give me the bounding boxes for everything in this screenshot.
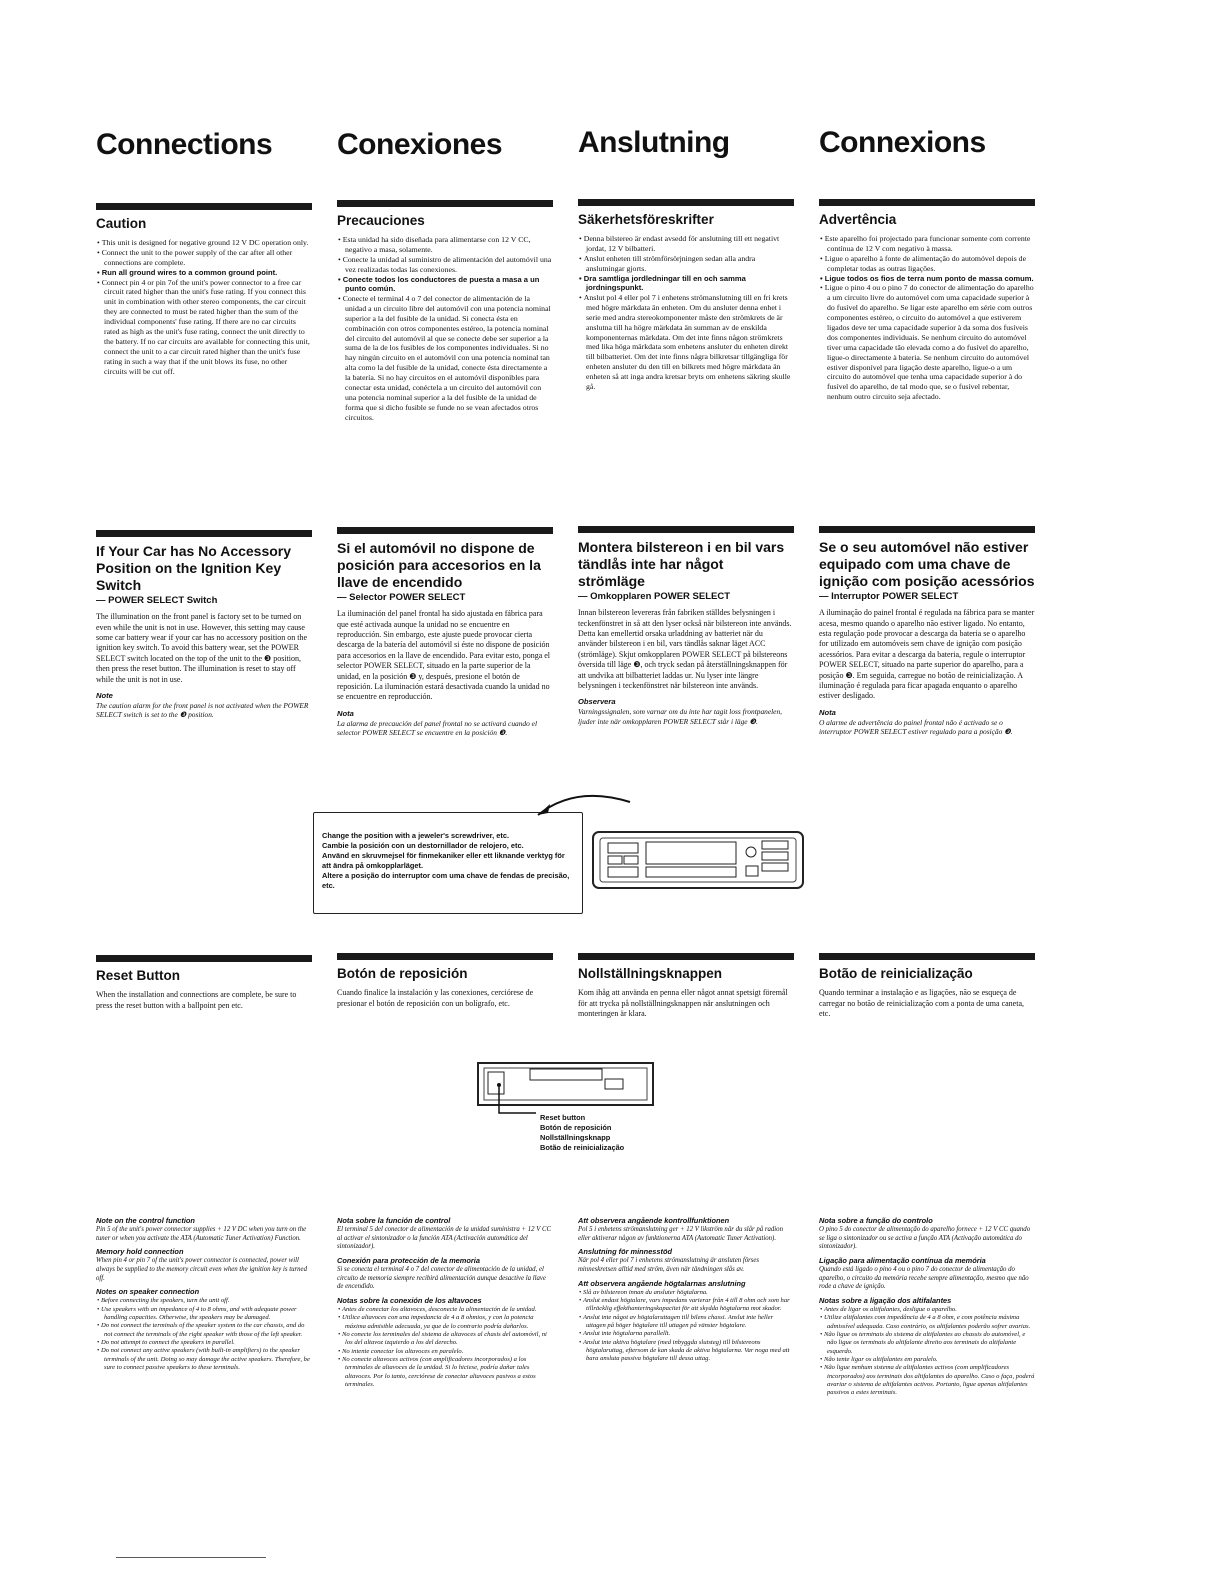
list-item: • Denna bilstereo är endast avsedd för anslutning till ett negativt jordat, 12 V bilbatteri. — [586, 234, 794, 254]
section-rule — [578, 526, 794, 533]
page-title-pt: Connexions — [819, 126, 986, 159]
list-item: • Anslut inte högtalarna parallellt. — [586, 1330, 794, 1338]
caution-section-es — [337, 200, 553, 423]
note-heading: Nota — [819, 707, 836, 717]
arrow-curve — [538, 796, 630, 815]
note-heading: Note — [96, 690, 113, 700]
section-rule — [96, 955, 312, 962]
footnote-heading: Notas sobre a ligação dos altifalantes — [819, 1296, 952, 1306]
reset-section-pt — [819, 953, 1035, 1023]
list-item: • Utilize altifalantes com impedância de 4 a 8 ohm, e com potência máxima admissível adequada. Caso contrário, os altifalantes poderão sofrer avarias. — [827, 1314, 1035, 1331]
footnote-text: Pol 5 i enhetens strömanslutning ger + 12 V likström när du slår på radion eller aktiverar någon av funktionerna ATA (Automatic Tuner Activation). — [578, 1226, 783, 1242]
list-item: • Não tente ligar os altifalantes em paralelo. — [827, 1356, 1035, 1364]
caution-section-pt — [819, 199, 1035, 402]
callout-text-sv: Använd en skruvmejsel för finmekaniker eller ett liknande verktyg för att ändra på omkopplarläget. — [322, 850, 565, 870]
list-item: • Utilice altavoces con una impedancia de 4 a 8 ohmios, y con la potencia máxima admisible adecuada, ya que de lo contrario podría dañarlos. — [345, 1314, 553, 1331]
list-item: • Conecte el terminal 4 o 7 del conector de alimentación de la unidad a un circuito libre del automóvil con una potencia nominal superior a la del fusible de la unidad. Si conecta ésta en combinación con otros componentes estéreo, la potencia nominal del circuito del automóvil al que se conecte debe ser superior a la suma de la de los fusibles de los componentes individuales. Si no hay ningún circuito en el automóvil con una potencia nominal tan alta como la del fusible de la unidad, conecte ésta directamente a la batería. Si no hay circuitos en el automóvil disponibles para conectar esta unidad, conéctela a un circuito del automóvil con una potencia nominal superior a la del fusible de la unidad de forma que si dicho fusible se funde no se vean afectados otros circuitos. — [345, 294, 553, 423]
list-item: • This unit is designed for negative ground 12 V DC operation only. — [104, 238, 312, 248]
footnote-heading: Notas sobre la conexión de los altavoces — [337, 1296, 482, 1306]
section-heading: Botão de reinicialização — [819, 966, 973, 981]
list-item: • Run all ground wires to a common ground point. — [104, 268, 312, 278]
section-body: Quando terminar a instalação e as ligações, não se esqueça de carregar no botão de reinicialização com a ponta de uma caneta, etc. — [819, 988, 1024, 1018]
footnote-heading: Nota sobre a função do controlo — [819, 1216, 933, 1225]
footnote-heading: Ligação para alimentação contínua da memória — [819, 1256, 986, 1266]
footnote-list — [819, 1306, 1035, 1397]
section-heading: Reset Button — [96, 968, 180, 983]
accessory-section-es — [337, 527, 553, 738]
footnote-text: When pin 4 or pin 7 of the unit's power connector is connected, power will always be supplied to the memory circuit even when the ignition key is turned off. — [96, 1257, 307, 1282]
caution-list — [578, 234, 794, 392]
section-heading: Nollställningsknappen — [578, 966, 723, 981]
list-item: • No conecte altavoces activos (con amplificadores incorporados) a los terminales de altavoces de la unidad. Si lo hiciese, podría dañar tales altavoces. Por lo tanto, cerciórese de conectar altavoces pasivos a estos terminales. — [345, 1356, 553, 1389]
section-rule — [96, 203, 312, 210]
note-text: The caution alarm for the front panel is not activated when the POWER SELECT switch is set to the ❸ position. — [96, 700, 309, 720]
caution-section-sv — [578, 199, 794, 392]
car-stereo-faceplate — [593, 832, 803, 888]
section-subheading: — Selector POWER SELECT — [337, 592, 466, 604]
list-item: • Do not attempt to connect the speakers in parallel. — [104, 1339, 312, 1347]
reset-button-hole — [497, 1083, 501, 1087]
footnote-list — [337, 1306, 553, 1389]
section-heading: If Your Car has No Accessory Position on the Ignition Key Switch — [96, 543, 292, 594]
note-heading: Observera — [578, 697, 616, 707]
reset-section-en — [96, 955, 312, 1015]
list-item: • Do not connect any active speakers (with built-in amplifiers) to the speaker terminals of the unit. Doing so may damage the active speakers. Therefore, be sure to connect passive speakers to these terminals. — [104, 1347, 312, 1372]
footnote-text: Si se conecta el terminal 4 o 7 del conector de alimentación de la unidad, el circuito de memoria siempre recibirá alimentación aunque desactive la llave de encendido. — [337, 1266, 546, 1291]
callout-text-es: Cambie la posición con un destornillador de relojero, etc. — [322, 840, 524, 850]
section-heading: Advertência — [819, 212, 897, 227]
footnote-text: Quando está ligado o pino 4 ou o pino 7 do conector de alimentação do aparelho, o circuito da memória recebe sempre alimentação, mesmo que não rode a chave de ignição. — [819, 1266, 1029, 1291]
section-subheading: — Interruptor POWER SELECT — [819, 591, 959, 603]
section-body: The illumination on the front panel is factory set to be turned on even while the unit is not in use. However, this setting may cause some car battery wear if your car has no accessory position on the ignition key switch. To avoid this battery wear, set the POWER SELECT switch located on the top of the unit to the ❸ position, then press the reset button. The illumination is reset to stay off while the unit is not in use. — [96, 612, 308, 684]
list-item: • Não ligue os terminais do sistema de altifalantes ao chassis do automóvel, e não ligue os terminais do altifalante direito aos terminais do altifalante esquerdo. — [827, 1331, 1035, 1356]
list-item: • Slå av bilstereon innan du ansluter högtalarna. — [586, 1289, 794, 1297]
list-item: • No conecte los terminales del sistema de altavoces al chasis del automóvil, ni los del altavoz izquierdo a los del derecho. — [345, 1331, 553, 1348]
list-item: • Do not connect the terminals of the speaker system to the car chassis, and do not connect the terminals of the right speaker with those of the left speaker. — [104, 1322, 312, 1339]
footnote-heading: Att observera angående kontrollfunktionen — [578, 1216, 730, 1225]
section-heading: Caution — [96, 216, 147, 231]
caution-list — [96, 238, 312, 376]
callout-text-pt: Altere a posição do interruptor com uma chave de fendas de precisão, etc. — [322, 870, 570, 890]
list-item: • Ligue o pino 4 ou o pino 7 do conector de alimentação do aparelho a um circuito livre do automóvel com uma capacidade superior à do fusível do aparelho. Se ligar este aparelho em série com outros componentes estéreo, o circuito do automóvel a que estiverem ligados deve ter uma capacidade superior à da soma dos fusíveis dos componentes individuais. Se nenhum circuito do automóvel tiver uma capacidade tão elevada como a do fusível do aparelho, ligue-o directamente à bateria. Se nenhum circuito do automóvel estiver disponível para ligação deste aparelho, ligue-o a um circuito do automóvel que tenha uma capacidade superior à do fusível do aparelho, de tal modo que, se o fusível rebentar, nenhum outro circuito seja afectado. — [827, 283, 1035, 402]
footnote-text: Pin 5 of the unit's power connector supplies + 12 V DC when you turn on the tuner or when you activate the ATA (Automatic Tuner Activation) Function. — [96, 1226, 307, 1242]
section-rule — [337, 953, 553, 960]
section-heading: Säkerhetsföreskrifter — [578, 212, 714, 227]
footnotes-es — [337, 1212, 553, 1389]
note-heading: Nota — [337, 708, 354, 718]
accessory-section-sv — [578, 526, 794, 726]
reset-label-en: Reset button — [540, 1113, 586, 1122]
list-item: • Anslut inte aktiva högtalare (med inbyggda slutsteg) till bilstereons högtalaruttag, eftersom de kan skada de aktiva högtalarna. Var noga med att bara ansluta passiva högtalare till dessa uttag. — [586, 1339, 794, 1364]
caution-list — [819, 234, 1035, 402]
note-text: Varningssignalen, som varnar om du inte har tagit loss frontpanelen, ljuder inte när omkopplaren POWER SELECT står i läge ❸. — [578, 707, 782, 726]
list-item: • Anslut enheten till strömförsörjningen sedan alla andra anslutningar gjorts. — [586, 254, 794, 274]
section-rule — [337, 200, 553, 207]
footnotes-en — [96, 1212, 312, 1372]
section-rule — [819, 953, 1035, 960]
section-rule — [578, 953, 794, 960]
footnote-heading: Notes on speaker connection — [96, 1287, 200, 1297]
section-rule — [337, 527, 553, 534]
section-rule — [578, 199, 794, 206]
section-body: A iluminação do painel frontal é regulada na fábrica para se manter acesa, mesmo quando o aparelho não estiver ligado. No entanto, esta regulação pode provocar a descarga da bateria se o aparelho for utilizado em automóveis sem chave de ignição com posição acessórios. Para evitar a descarga da bateria, regule o interruptor POWER SELECT, situado na parte superior do aparelho, para a posição ❸. Em seguida, carregue no botão de reinicialização. A iluminação é regulada para ficar apagada enquanto o aparelho estiver desligado. — [819, 608, 1035, 701]
page-title-sv: Anslutning — [578, 126, 730, 159]
list-item: • No intente conectar los altavoces en paralelo. — [345, 1348, 553, 1356]
list-item: • Não ligue nenhum sistema de altifalantes activos (com amplificadores incorporados) aos terminais dos altifalantes do aparelho. Caso o faça, poderá avariar o sistema de altifalantes activos. Portanto, ligue apenas altifalantes passivos a estes terminais. — [827, 1364, 1035, 1397]
list-item: • Ligue o aparelho à fonte de alimentação do automóvel depois de completar todas as outras ligações. — [827, 254, 1035, 274]
list-item: • Anslut pol 4 eller pol 7 i enhetens strömanslutning till en fri krets med högre märkdata än enheten. Om du ansluter denna enhet i serie med andra stereokomponenter måste den strömkrets de är anslutna till ha högre märkdata än summan av de enskilda komponenternas märkdata. Om det inte finns någon strömkrets med lika höga märkdata som enhetens ansluter du enheten direkt till bilbatteriet. Om det inte finns några bilkretsar tillgängliga för enheten ansluter du den till en bilkrets med högre märkdata än enheten så att inga andra kretsar bryts om enhetens säkring skulle gå. — [586, 293, 794, 392]
list-item: • Ligue todos os fios de terra num ponto de massa comum. — [827, 274, 1035, 284]
car-stereo-illustration — [500, 780, 830, 920]
reset-label-pt: Botão de reinicialização — [540, 1143, 625, 1152]
reset-section-sv — [578, 953, 794, 1023]
section-heading: Botón de reposición — [337, 966, 468, 981]
footnote-heading: Conexión para protección de la memoria — [337, 1256, 480, 1266]
section-subheading: — Omkopplaren POWER SELECT — [578, 591, 731, 603]
list-item: • Anslut inte något av högtalaruttagen till bilens chassi. Anslut inte heller uttagen på höger högtalare till uttagen på vänster högtalare. — [586, 1314, 794, 1331]
page-title-en: Connections — [96, 128, 273, 161]
list-item: • Conecte todos los conductores de puesta a masa a un punto común. — [345, 275, 553, 294]
footnote-heading: Note on the control function — [96, 1216, 195, 1225]
section-rule — [96, 530, 312, 537]
section-body: Innan bilstereon levereras från fabriken ställdes belysningen i teckenfönstret in så att den lyser också när bilstereon inte används. Detta kan emellertid orsaka urladdning av batteriet när du använder bilstereon i en bil, vars tändlås saknar läget ACC (strömläge). Skjut omkopplaren POWER SELECT på bilstereons översida till läge ❸, och tryck sedan på återställningsknappen för att undvika att bilbatteriet laddas ur. Nu lyser inte längre belysningen i teckenfönstret när bilstereon inte används. — [578, 608, 792, 690]
page-bottom-rule — [116, 1557, 266, 1558]
section-heading: Si el automóvil no dispone de posición para accesorios en la llave de encendido — [337, 540, 541, 591]
section-rule — [819, 199, 1035, 206]
footnote-text: O pino 5 do conector de alimentação do aparelho fornece + 12 V CC quando se liga o sintonizador ou se activa a função ATA (Activação automática do sintonizador). — [819, 1226, 1031, 1251]
accessory-section-pt — [819, 526, 1035, 737]
section-body: When the installation and connections are complete, be sure to press the reset button with a ballpoint pen etc. — [96, 990, 297, 1010]
caution-list — [337, 235, 553, 422]
list-item: • Connect pin 4 or pin 7of the unit's power connector to a free car circuit rated higher than the unit's fuse rating. If you connect this unit in combination with other stereo components, the car circuit they are connected to must be rated higher than the sum of the individual components' fuse rating. If there are no car circuits rated as high as the unit's fuse rating, connect the unit directly to the battery. If no car circuits are available for connecting this unit, connect the unit to a car circuit rated higher than the unit's fuse rating in such a way that if the unit blows its fuse, no other circuits will be cut off. — [104, 278, 312, 377]
section-subheading: — POWER SELECT Switch — [96, 595, 218, 607]
accessory-section-en — [96, 530, 312, 720]
callout-text-en: Change the position with a jeweler's screwdriver, etc. — [322, 831, 509, 840]
page-title-es: Conexiones — [337, 128, 503, 161]
footnote-heading: Anslutning för minnesstöd — [578, 1247, 673, 1257]
reset-label-sv: Nollställningsknapp — [540, 1133, 611, 1142]
footnote-list — [96, 1297, 312, 1372]
footnote-heading: Nota sobre la función de control — [337, 1216, 451, 1225]
list-item: • Dra samtliga jordledningar till en och samma jordningspunkt. — [586, 274, 794, 293]
reset-section-es — [337, 953, 553, 1013]
footnote-heading: Att observera angående högtalarnas anslutning — [578, 1278, 746, 1288]
section-rule — [819, 526, 1035, 533]
footnote-list — [578, 1289, 794, 1364]
note-text: La alarma de precaución del panel frontal no se activará cuando el selector POWER SELECT se encuentre en la posición ❸. — [337, 718, 537, 738]
section-heading: Se o seu automóvel não estiver equipado com uma chave de ignição com posição acessórios — [819, 539, 1035, 590]
caution-section-en — [96, 203, 312, 376]
list-item: • Connect the unit to the power supply of the car after all other connections are complete. — [104, 248, 312, 268]
footnote-text: El terminal 5 del conector de alimentación de la unidad suministra + 12 V CC al activar el sintonizador o la función ATA (Activación automática del sintonizador). — [337, 1226, 552, 1251]
list-item: • Antes de ligar os altifalantes, desligue o aparelho. — [827, 1306, 1035, 1314]
section-heading: Montera bilstereon i en bil vars tändlås inte har något strömläge — [578, 539, 785, 590]
section-body: Kom ihåg att använda en penna eller något annat spetsigt föremål för att trycka på nollställningsknappen när anslutningen och monteringen är klara. — [578, 988, 788, 1018]
footnote-heading: Memory hold connection — [96, 1247, 184, 1257]
section-body: La iluminación del panel frontal ha sido ajustada en fábrica para que esté activada aunque la unidad no se encuentre en reproducción. Sin embargo, este ajuste puede provocar cierta descarga de la batería del automóvil si éste no dispone de posición para accesorios en la llave de encendido. Para evitar esto, ponga el selector POWER SELECT, situado en la parte superior de la unidad, en la posición ❸ y, después, presione el botón de reposición. La iluminación estará desactivada cuando la unidad no se encuentre en reproducción. — [337, 609, 551, 702]
section-body: Cuando finalice la instalación y las conexiones, cerciórese de presionar el botón de reposición con un bolígrafo, etc. — [337, 988, 534, 1008]
list-item: • Esta unidad ha sido diseñada para alimentarse con 12 V CC, negativo a masa, solamente. — [345, 235, 553, 255]
reset-label-es: Botón de reposición — [540, 1123, 612, 1132]
list-item: • Use speakers with an impedance of 4 to 8 ohms, and with adequate power handling capacities. Otherwise, the speakers may be damaged. — [104, 1306, 312, 1323]
footnotes-pt — [819, 1212, 1035, 1397]
list-item: • Este aparelho foi projectado para funcionar somente com corrente contínua de 12 V com negativo à massa. — [827, 234, 1035, 254]
list-item: • Conecte la unidad al suministro de alimentación del automóvil una vez realizadas todas las conexiones. — [345, 255, 553, 275]
section-heading: Precauciones — [337, 213, 425, 228]
footnote-text: När pol 4 eller pol 7 i enhetens strömanslutning är ansluten förses minneskretsen alltid med ström, även när tändningen slås av. — [578, 1257, 760, 1274]
list-item: • Before connecting the speakers, turn the unit off. — [104, 1297, 312, 1305]
footnotes-sv — [578, 1212, 794, 1363]
list-item: • Anslut endast högtalare, vars impedans varierar från 4 till 8 ohm och som har tillräcklig effekthanteringskapacitet för att skydda högtalarna mot skador. — [586, 1297, 794, 1314]
note-text: O alarme de advertência do painel frontal não é activado se o interruptor POWER SELECT estiver regulado para a posição ❸. — [819, 717, 1013, 737]
list-item: • Antes de conectar los altavoces, desconecte la alimentación de la unidad. — [345, 1306, 553, 1314]
